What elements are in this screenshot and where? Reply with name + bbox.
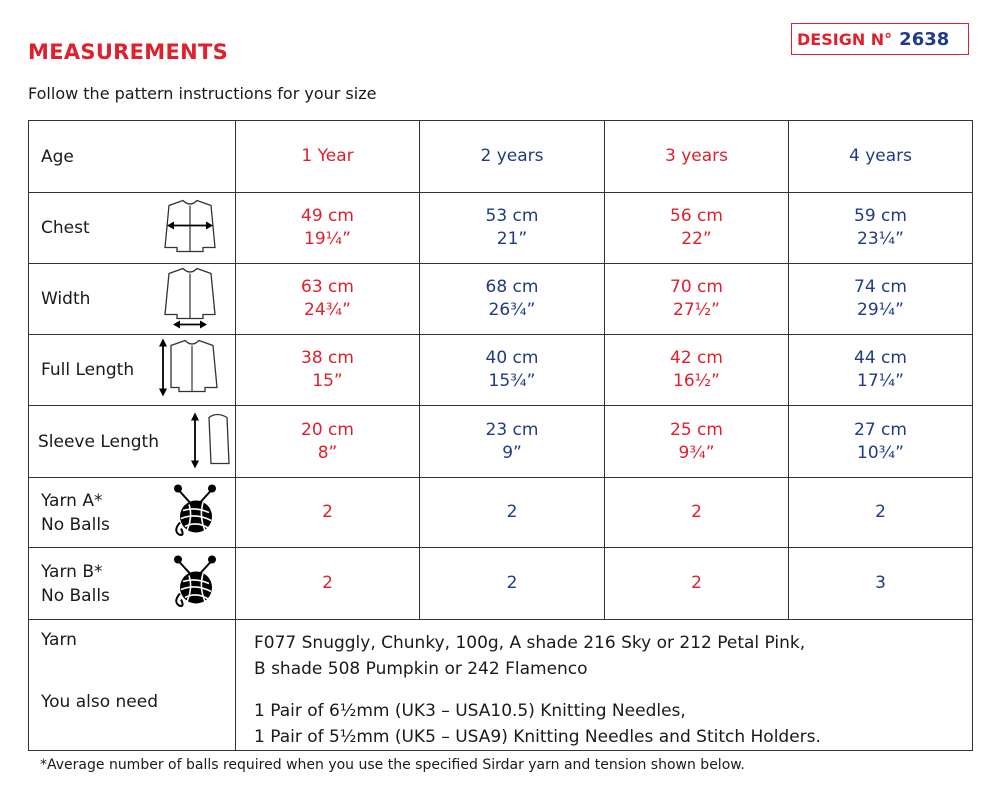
value-in: 26¾” [488, 300, 536, 320]
value-cell: 2 [789, 478, 973, 548]
value-in: 19¼” [304, 229, 351, 249]
value-in: 9” [502, 442, 522, 463]
value-cell: 2 [236, 478, 420, 548]
table-row-notes [29, 620, 973, 751]
table-row-yarn-b [29, 548, 973, 620]
value-in: 10¾” [857, 442, 904, 463]
value-in: 21” [496, 229, 528, 249]
size-header-2: 2 years [420, 121, 605, 193]
value-in: 15¾” [488, 371, 536, 391]
yarn-notes-line2: B shade 508 Pumpkin or 242 Flamenco [254, 659, 588, 679]
row-label-cell [29, 478, 236, 548]
value-in: 17¼” [857, 371, 904, 391]
value-in: 9¾” [678, 442, 715, 463]
value-cell [420, 406, 605, 478]
size-header-3: 3 years [605, 121, 789, 193]
value-cm: 44 cm [854, 348, 907, 368]
footnote: *Average number of balls required when you use the specified Sirdar yarn and tension shown below. [40, 757, 745, 773]
row-label-cell [29, 121, 236, 193]
value-cell [420, 335, 605, 406]
value-cell [789, 335, 973, 406]
value-cell: 2 [605, 478, 789, 548]
notes-content-cell [236, 620, 973, 751]
row-label-yarn-b [41, 560, 110, 608]
value-cell [605, 264, 789, 335]
row-label-cell [29, 406, 236, 478]
also-need-line2: 1 Pair of 5½mm (UK5 – USA9) Knitting Needles and Stitch Holders. [254, 727, 821, 747]
sleeve-length-icon [189, 409, 233, 474]
hem-width-icon [159, 265, 221, 334]
value-cm: 59 cm [854, 206, 907, 226]
value-in: 23¼” [857, 229, 904, 249]
table-row-full-length [29, 335, 973, 406]
value-cell: 3 [789, 548, 973, 620]
value-cm: 53 cm [485, 206, 539, 226]
value-in: 8” [317, 442, 338, 463]
row-label-width: Width [41, 289, 91, 309]
value-cm: 38 cm [301, 348, 354, 368]
value-cell [605, 406, 789, 478]
yarn-notes-label: Yarn [41, 630, 77, 650]
page-title: MEASUREMENTS [28, 40, 229, 64]
row-label-full-length: Full Length [41, 360, 135, 380]
design-number-box [791, 23, 969, 55]
row-label-sleeve-length: Sleeve Length [38, 431, 159, 452]
notes-label-cell [29, 620, 236, 751]
value-cell [789, 264, 973, 335]
value-in: 27½” [673, 300, 720, 320]
yarn-ball-icon [169, 553, 221, 614]
yarn-label-line2: No Balls [41, 585, 110, 606]
full-length-icon [157, 336, 223, 405]
yarn-label-line2: No Balls [41, 514, 110, 535]
subtitle: Follow the pattern instructions for your size [28, 84, 377, 103]
value-cell [605, 193, 789, 264]
value-in: 15” [312, 371, 343, 391]
measurements-table [28, 120, 973, 751]
table-row-chest [29, 193, 973, 264]
value-cm: 40 cm [485, 348, 539, 368]
row-label-cell [29, 548, 236, 620]
yarn-label-line1: Yarn B* [41, 561, 103, 582]
value-cell: 2 [420, 548, 605, 620]
value-cm: 49 cm [301, 206, 354, 226]
value-cell [789, 193, 973, 264]
row-label-chest: Chest [41, 218, 90, 238]
size-header-4: 4 years [789, 121, 973, 193]
size-header-1: 1 Year [236, 121, 420, 193]
value-cell: 2 [605, 548, 789, 620]
value-cm: 68 cm [485, 277, 539, 297]
yarn-ball-icon [169, 482, 221, 543]
table-row-yarn-a [29, 478, 973, 548]
value-cm: 74 cm [854, 277, 907, 297]
value-cell [236, 406, 420, 478]
value-cell [420, 264, 605, 335]
value-in: 24¾” [304, 300, 351, 320]
value-cell: 2 [420, 478, 605, 548]
table-row-sleeve-length [29, 406, 973, 478]
table-row-age [29, 121, 973, 193]
value-cm: 42 cm [670, 348, 723, 368]
row-label-age: Age [41, 146, 74, 167]
value-cm: 23 cm [485, 419, 539, 440]
value-cell [605, 335, 789, 406]
value-cm: 27 cm [854, 419, 907, 440]
value-cm: 70 cm [670, 277, 723, 297]
value-cell [236, 335, 420, 406]
table-row-width [29, 264, 973, 335]
also-need-line1: 1 Pair of 6½mm (UK3 – USA10.5) Knitting Needles, [254, 701, 686, 721]
row-label-cell [29, 193, 236, 264]
also-need-label: You also need [41, 692, 158, 712]
value-cm: 63 cm [301, 277, 354, 297]
value-in: 22” [681, 229, 712, 249]
value-cm: 20 cm [301, 419, 354, 440]
value-cm: 56 cm [670, 206, 723, 226]
row-label-cell [29, 264, 236, 335]
value-in: 16½” [673, 371, 720, 391]
value-cell: 2 [236, 548, 420, 620]
value-cell [789, 406, 973, 478]
row-label-cell [29, 335, 236, 406]
value-in: 29¼” [857, 300, 904, 320]
value-cell [236, 264, 420, 335]
value-cm: 25 cm [670, 419, 723, 440]
value-cell [236, 193, 420, 264]
yarn-notes-line1: F077 Snuggly, Chunky, 100g, A shade 216 Sky or 212 Petal Pink, [254, 633, 806, 653]
value-cell [420, 193, 605, 264]
yarn-label-line1: Yarn A* [41, 490, 103, 511]
design-number: 2638 [899, 28, 950, 50]
chest-width-icon [159, 196, 221, 261]
design-label: DESIGN N° [797, 29, 893, 49]
row-label-yarn-a [41, 489, 110, 537]
